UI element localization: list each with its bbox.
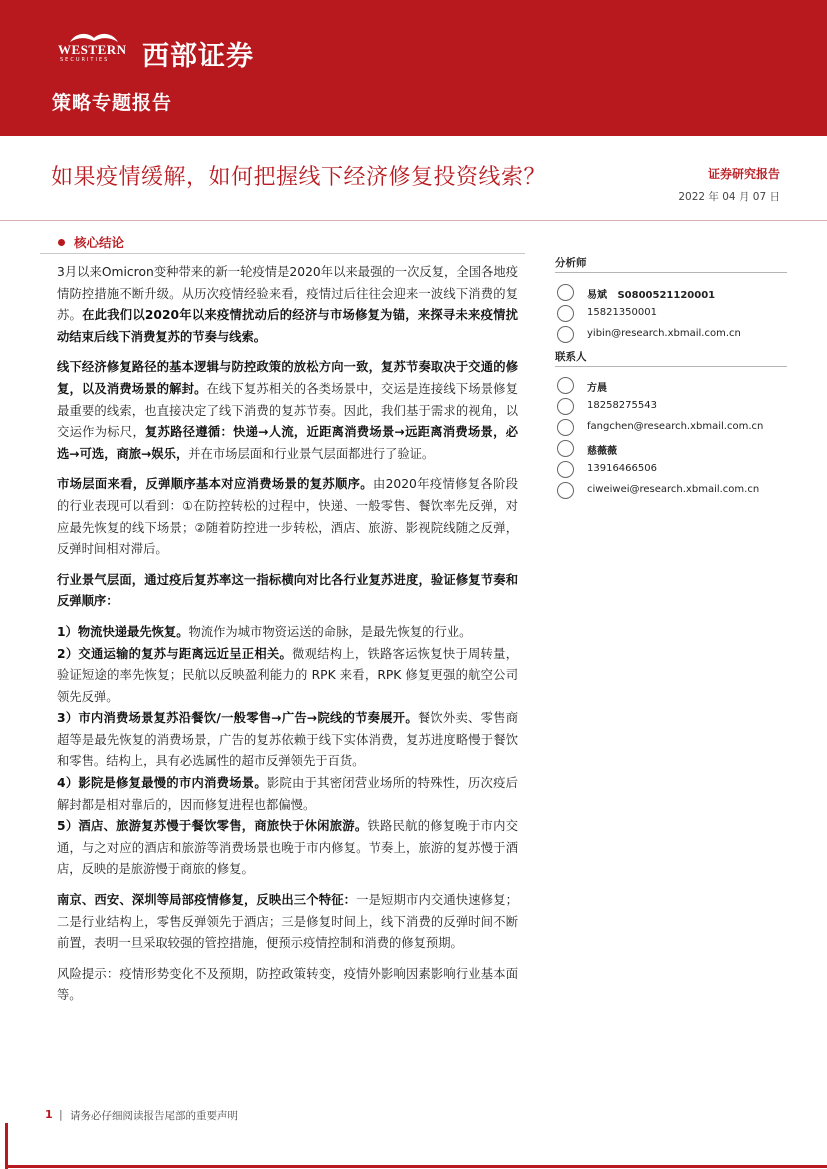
footer-disclaimer: 请务必仔细阅读报告尾部的重要声明 bbox=[70, 1110, 238, 1122]
phone-icon bbox=[557, 305, 574, 322]
analyst-email-row bbox=[555, 324, 787, 345]
body-paragraph bbox=[57, 964, 518, 1007]
report-category: 策略专题报告 bbox=[52, 92, 173, 114]
emphasis-text: 市场层面来看，反弹顺序基本对应消费场景的复苏顺序。 bbox=[57, 477, 373, 492]
emphasis-text: 1）物流快递最先恢复。 bbox=[57, 624, 189, 639]
body-text: 影院由于其密闭营业场所的特殊性，历次疫后解封都是相对靠后的，因而修复进程也都偏慢。 bbox=[57, 776, 518, 812]
phone-icon bbox=[557, 461, 574, 478]
analyst-name-row bbox=[555, 282, 787, 303]
email-icon bbox=[557, 326, 574, 343]
logo-chinese: 西部证券 bbox=[142, 41, 254, 72]
report-title: 如果疫情缓解，如何把握线下经济修复投资线索？ bbox=[51, 165, 547, 190]
footer-separator: | bbox=[59, 1108, 63, 1121]
analyst-email[interactable]: yibin@research.xbmail.com.cn bbox=[587, 328, 741, 339]
analyst-phone: 15821350001 bbox=[587, 307, 657, 318]
logo-english: WESTERN bbox=[58, 42, 127, 57]
body-text: 在线下复苏相关的各类场景中，交运是连接线下场景修复最重要的线索，也直接决定了线下消费的复苏节奏。因此，我们基于需求的视角，以交运作为标尺， bbox=[57, 381, 518, 440]
person-icon bbox=[557, 440, 574, 457]
emphasis-text: 复苏路径遵循：快递→人流，近距离消费场景→远距离消费场景，必选→可选，商旅→娱乐， bbox=[57, 425, 518, 461]
contacts-heading: 联系人 bbox=[555, 349, 787, 367]
emphasis-text: 在此我们以2020年以来疫情扰动后的经济与市场修复为锚，来探寻未来疫情扰动结束后线下消费复苏的节奏与线索。 bbox=[57, 308, 518, 344]
emphasis-text: 2）交通运输的复苏与距离远近呈正相关。 bbox=[57, 646, 293, 661]
body-text: 风险提示：疫情形势变化不及预期，防控政策转变，疫情外影响因素影响行业基本面等。 bbox=[57, 966, 518, 1003]
body-paragraph bbox=[57, 773, 518, 816]
emphasis-text: 5）酒店、旅游复苏慢于餐饮零售，商旅快于休闲旅游。 bbox=[57, 819, 368, 834]
report-type: 证券研究报告 bbox=[707, 167, 780, 181]
logo-subtitle: SECURITIES bbox=[60, 57, 110, 63]
body-paragraph bbox=[57, 570, 518, 613]
report-date: 2022 年 04 月 07 日 bbox=[678, 191, 780, 203]
analysts-heading: 分析师 bbox=[555, 255, 787, 273]
body-text: 并在市场层面和行业景气层面都进行了验证。 bbox=[188, 446, 435, 461]
contact-email[interactable]: ciweiwei@research.xbmail.com.cn bbox=[587, 484, 760, 495]
body-text: 餐饮外卖、零售商超等是最先恢复的消费场景，广告的复苏依赖于线下实体消费，复苏进度略慢于餐饮和零售。结构上，具有必选属性的超市反弹领先于百货。 bbox=[57, 711, 518, 769]
body-paragraph bbox=[57, 622, 518, 644]
body-text: 一是短期市内交通快速修复；二是行业结构上，零售反弹领先于酒店；三是修复时间上，线下消费的反弹时间不断前置，表明一旦采取较强的管控措施，便预示疫情控制和消费的修复预期。 bbox=[57, 893, 518, 951]
contact-phone: 18258275543 bbox=[587, 400, 657, 411]
body-paragraph bbox=[57, 816, 518, 881]
emphasis-text: 行业景气层面，通过疫后复苏率这一指标横向对比各行业复苏进度，验证修复节奏和反弹顺序： bbox=[57, 572, 518, 609]
person-icon bbox=[557, 284, 574, 301]
emphasis-text: 线下经济修复路径的基本逻辑与防控政策的放松方向一致，复苏节奏取决于交通的修复，以及消费场景的解封。 bbox=[57, 360, 518, 396]
report-header bbox=[0, 0, 827, 136]
body-text: 铁路民航的修复晚于市内交通，与之对应的酒店和旅游等消费场景也晚于市内修复。节奏上，旅游的复苏慢于酒店，反映的是旅游慢于商旅的修复。 bbox=[57, 819, 518, 877]
contact-email-row bbox=[555, 417, 787, 438]
body-paragraph bbox=[57, 644, 518, 709]
contact-phone-row bbox=[555, 459, 787, 480]
emphasis-text: 4）影院是修复最慢的市内消费场景。 bbox=[57, 776, 267, 791]
email-icon bbox=[557, 482, 574, 499]
body-paragraph bbox=[57, 708, 518, 773]
emphasis-text: 3）市内消费场景复苏沿餐饮/一般零售→广告→院线的节奏展开。 bbox=[57, 711, 418, 726]
main-body bbox=[57, 262, 518, 1016]
body-paragraph bbox=[57, 262, 518, 348]
contact-name-row bbox=[555, 438, 787, 459]
bullet-dot-icon bbox=[58, 239, 65, 246]
body-paragraph bbox=[57, 474, 518, 560]
bottom-frame-horizontal bbox=[5, 1165, 827, 1168]
contact-phone: 13916466506 bbox=[587, 463, 657, 474]
page-number: 1 bbox=[45, 1108, 53, 1121]
contact-sidebar bbox=[555, 255, 787, 501]
bottom-frame-vertical bbox=[5, 1123, 8, 1169]
body-text: 由2020年疫情修复各阶段的行业表现可以看到：①在防控转松的过程中，快递、一般零售、餐饮率先反弹，对应最先恢复的线下场景；②随着防控进一步转松，酒店、旅游、影视院线随之反弹，反弹时间相对滞后。 bbox=[57, 477, 518, 557]
body-paragraph bbox=[57, 357, 518, 465]
contact-name: 慈薇薇 bbox=[587, 446, 617, 457]
analyst-phone-row bbox=[555, 303, 787, 324]
contact-email[interactable]: fangchen@research.xbmail.com.cn bbox=[587, 421, 764, 432]
section-title: 核心结论 bbox=[74, 235, 125, 250]
contact-phone-row bbox=[555, 396, 787, 417]
email-icon bbox=[557, 419, 574, 436]
body-paragraph bbox=[57, 890, 518, 955]
emphasis-text: 南京、西安、深圳等局部疫情修复，反映出三个特征： bbox=[57, 893, 357, 908]
contact-name: 方晨 bbox=[587, 383, 607, 394]
body-text: 3月以来Omicron变种带来的新一轮疫情是2020年以来最强的一次反复，全国各地疫情防控措施不断升级。从历次疫情经验来看，疫情过后往往会迎来一波线下消费的复苏。 bbox=[57, 265, 518, 323]
contact-name-row bbox=[555, 375, 787, 396]
body-text: 微观结构上，铁路客运恢复快于周转量，验证短途的率先恢复；民航以反映盈利能力的 RPK 来看，RPK 修复更强的航空公司领先反弹。 bbox=[57, 646, 518, 704]
section-header bbox=[40, 231, 525, 254]
body-text: 物流作为城市物资运送的命脉，是最先恢复的行业。 bbox=[188, 624, 472, 639]
title-divider bbox=[0, 220, 827, 221]
contact-email-row bbox=[555, 480, 787, 501]
phone-icon bbox=[557, 398, 574, 415]
person-icon bbox=[557, 377, 574, 394]
analyst-name: 易斌 S0800521120001 bbox=[587, 290, 716, 301]
